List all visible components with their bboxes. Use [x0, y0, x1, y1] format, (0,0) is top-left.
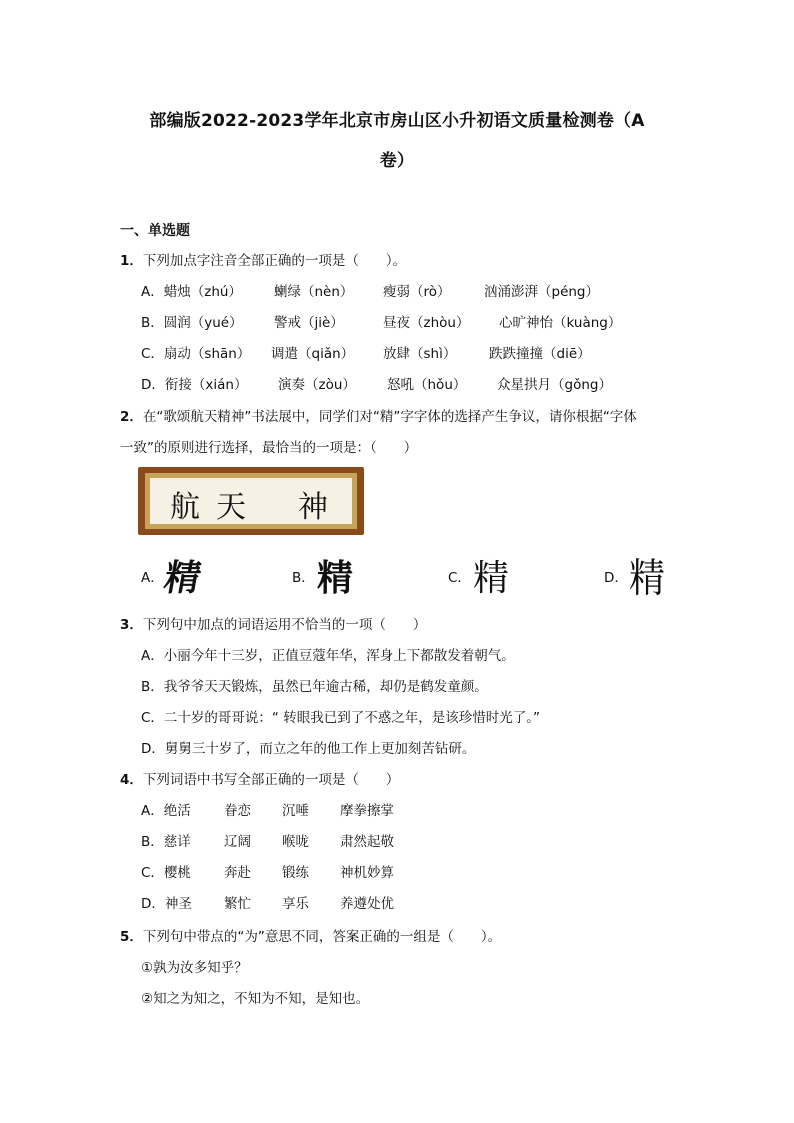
choice-label: A． — [141, 570, 164, 586]
scroll-char: 神 — [298, 490, 328, 525]
option-word: 放肆（shì） — [383, 346, 457, 362]
question-number: 1． — [120, 253, 143, 269]
document-title-line-1: 部编版2022-2023学年北京市房山区小升初语文质量检测卷（A — [149, 111, 645, 131]
option-word: C．樱桃 — [141, 865, 191, 881]
question-number: 3． — [120, 617, 143, 633]
option-word: 喉咙 — [282, 834, 309, 850]
scroll-frame — [145, 473, 357, 529]
option-word: 心旷神怡（kuàng） — [499, 315, 622, 331]
option-word: 沉唾 — [282, 803, 309, 819]
choice-label: B． — [292, 570, 315, 586]
option-word: 瘦弱（rò） — [383, 284, 451, 300]
question-text: 下列加点字注音全部正确的一项是（ ）。 — [142, 253, 407, 269]
scroll-paper — [150, 478, 352, 524]
option-word: 锻练 — [282, 865, 309, 881]
question-number: 4． — [120, 772, 143, 788]
calligraphy-scroll-image — [138, 467, 364, 535]
option-word: 繁忙 — [224, 896, 251, 912]
calligraphy-glyph-b: 精 — [317, 558, 354, 599]
option-word: 警戒（jiè） — [274, 315, 344, 331]
option-word: 汹涌澎湃（péng） — [484, 284, 600, 300]
option-word: 演奏（zòu） — [278, 377, 356, 393]
option-word: 怒吼（hǒu） — [387, 377, 467, 393]
option-word: 摩拳擦掌 — [340, 803, 394, 819]
question-2-stem-cont: 一致”的原则进行选择，最恰当的一项是：（ ） — [120, 440, 418, 456]
question-5-stem — [120, 925, 501, 945]
question-5-line-2: ②知之为知之，不知为不知，是知也。 — [141, 991, 370, 1007]
question-3-option-d: D．舅舅三十岁了，而立之年的他工作上更加刻苦钻研。 — [141, 741, 476, 757]
question-number: 5． — [120, 929, 143, 945]
question-text: 下列词语中书写全部正确的一项是（ ） — [142, 772, 400, 788]
question-4-stem — [120, 768, 399, 788]
question-text: 下列句中带点的“为”意思不同，答案正确的一组是（ ）。 — [142, 929, 502, 945]
option-word: D．衔接（xián） — [141, 377, 248, 393]
scroll-char: 天 — [216, 490, 246, 525]
option-word: 奔赴 — [224, 865, 251, 881]
option-word: 昼夜（zhòu） — [383, 315, 470, 331]
question-text: 在“歌颂航天精神”书法展中，同学们对“精”字字体的选择产生争议，请你根据“字体 — [142, 409, 637, 425]
question-3-option-b: B．我爷爷天天锻炼，虽然已年逾古稀，却仍是鹤发童颜。 — [141, 679, 488, 695]
option-word: 调遣（qiǎn） — [271, 346, 355, 362]
question-3-option-c: C．二十岁的哥哥说：“ 转眼我已到了不惑之年，是该珍惜时光了。” — [141, 710, 540, 726]
option-word: D．神圣 — [141, 896, 192, 912]
question-2-choices — [141, 550, 681, 600]
choice-label: C． — [448, 570, 471, 586]
question-1-stem — [120, 249, 406, 269]
option-word: 众星拱月（gǒng） — [497, 377, 612, 393]
question-3-stem — [120, 613, 426, 633]
option-word: 肃然起敬 — [340, 834, 394, 850]
option-word: B．圆润（yué） — [141, 315, 243, 331]
question-number: 2． — [120, 409, 143, 425]
scroll-char: 航 — [170, 490, 200, 525]
option-word: A．蜡烛（zhú） — [141, 284, 242, 300]
option-word: 眷恋 — [224, 803, 251, 819]
option-word: 享乐 — [282, 896, 309, 912]
document-title-line-2: 卷） — [379, 151, 415, 171]
option-word: 辽阔 — [224, 834, 251, 850]
option-word: B．慈详 — [141, 834, 191, 850]
choice-label: D． — [604, 570, 628, 586]
section-heading: 一、单选题 — [120, 223, 190, 239]
option-word: 跌跌撞撞（diē） — [489, 346, 591, 362]
calligraphy-glyph-d: 精 — [629, 556, 666, 602]
question-3-option-a: A．小丽今年十三岁，正值豆蔻年华，浑身上下都散发着朝气。 — [141, 648, 515, 664]
question-2-stem — [120, 405, 637, 425]
question-text: 下列句中加点的词语运用不恰当的一项（ ） — [142, 617, 427, 633]
option-word: A．绝活 — [141, 803, 191, 819]
option-word: C．扇动（shān） — [141, 346, 251, 362]
option-word: 神机妙算 — [340, 865, 394, 881]
calligraphy-glyph-c: 精 — [473, 558, 510, 599]
question-5-line-1: ①孰为汝多知乎？ — [141, 960, 248, 976]
calligraphy-glyph-a: 精 — [160, 557, 205, 599]
option-word: 蝲绿（nèn） — [274, 284, 354, 300]
option-word: 养遵处优 — [340, 896, 394, 912]
